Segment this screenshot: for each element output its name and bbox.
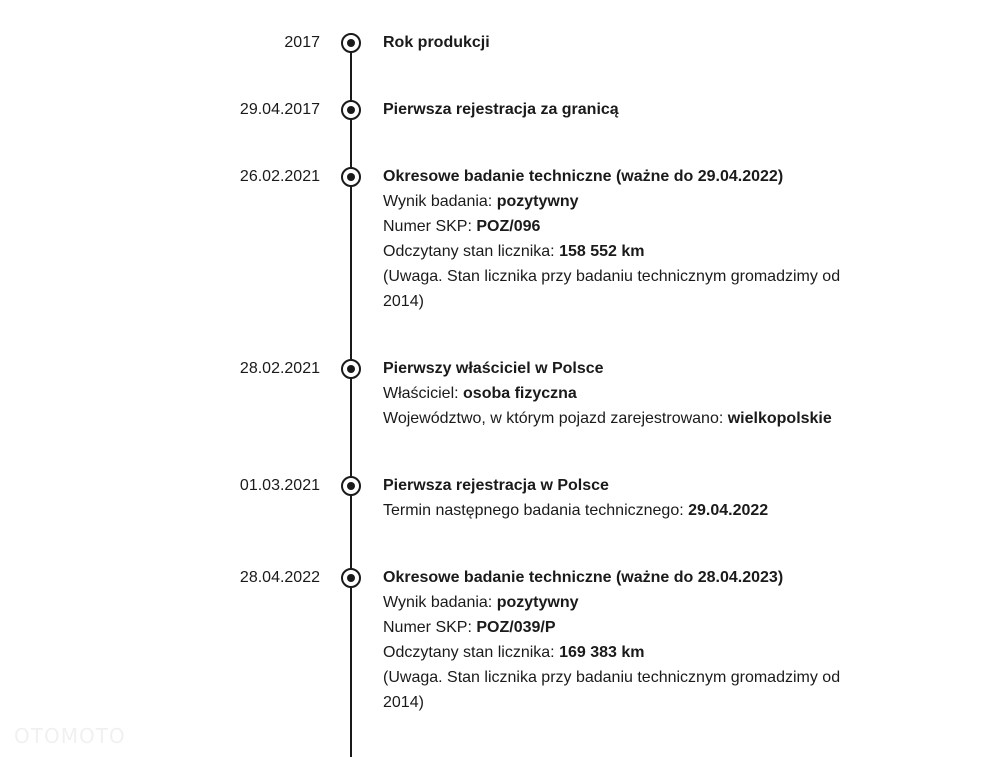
event-body <box>383 164 883 314</box>
inspection-result-value: pozytywny <box>496 594 579 611</box>
skp-number-value: POZ/039/P <box>476 619 556 636</box>
event-date: 28.02.2021 <box>239 360 320 377</box>
odometer-reading: Odczytany stan licznika: 158 552 km <box>383 243 645 260</box>
next-inspection-date-value: 29.04.2022 <box>688 502 769 519</box>
timeline-marker-icon <box>341 476 361 496</box>
timeline-marker-icon <box>341 359 361 379</box>
event-body <box>383 97 883 122</box>
timeline-marker-icon <box>341 568 361 588</box>
event-title: Pierwsza rejestracja za granicą <box>383 101 619 118</box>
timeline-marker-icon <box>341 100 361 120</box>
event-title: Okresowe badanie techniczne (ważne do 29.04.2022) <box>383 168 784 185</box>
event-date: 2017 <box>284 34 320 51</box>
owner-type: Właściciel: osoba fizyczna <box>383 385 577 402</box>
registration-voivodeship-value: wielkopolskie <box>727 410 832 427</box>
event-date: 01.03.2021 <box>239 477 320 494</box>
skp-number: Numer SKP: POZ/096 <box>383 218 541 235</box>
odometer-note: (Uwaga. Stan licznika przy badaniu technicznym gromadzimy od 2014) <box>383 669 841 711</box>
event-body <box>383 473 883 523</box>
inspection-result-value: pozytywny <box>496 193 579 210</box>
inspection-result: Wynik badania: pozytywny <box>383 594 579 611</box>
inspection-result: Wynik badania: pozytywny <box>383 193 579 210</box>
skp-number-value: POZ/096 <box>476 218 541 235</box>
event-title: Pierwszy właściciel w Polsce <box>383 360 604 377</box>
skp-number: Numer SKP: POZ/039/P <box>383 619 556 636</box>
next-inspection-date: Termin następnego badania technicznego: 29.04.2022 <box>383 502 769 519</box>
event-date: 29.04.2017 <box>239 101 320 118</box>
timeline-line <box>350 42 352 757</box>
event-title: Rok produkcji <box>383 34 490 51</box>
event-date: 26.02.2021 <box>239 168 320 185</box>
watermark-logo: OTOMOTO <box>14 724 126 748</box>
odometer-reading-value: 169 383 km <box>559 644 645 661</box>
event-body <box>383 30 883 55</box>
timeline-marker-icon <box>341 33 361 53</box>
odometer-note: (Uwaga. Stan licznika przy badaniu technicznym gromadzimy od 2014) <box>383 268 841 310</box>
owner-type-value: osoba fizyczna <box>463 385 577 402</box>
registration-voivodeship: Województwo, w którym pojazd zarejestrowano: wielkopolskie <box>383 410 832 427</box>
timeline-marker-icon <box>341 167 361 187</box>
event-title: Pierwsza rejestracja w Polsce <box>383 477 609 494</box>
event-title: Okresowe badanie techniczne (ważne do 28.04.2023) <box>383 569 784 586</box>
event-body <box>383 565 883 715</box>
event-body <box>383 356 883 431</box>
event-date: 28.04.2022 <box>239 569 320 586</box>
odometer-reading: Odczytany stan licznika: 169 383 km <box>383 644 645 661</box>
odometer-reading-value: 158 552 km <box>559 243 645 260</box>
